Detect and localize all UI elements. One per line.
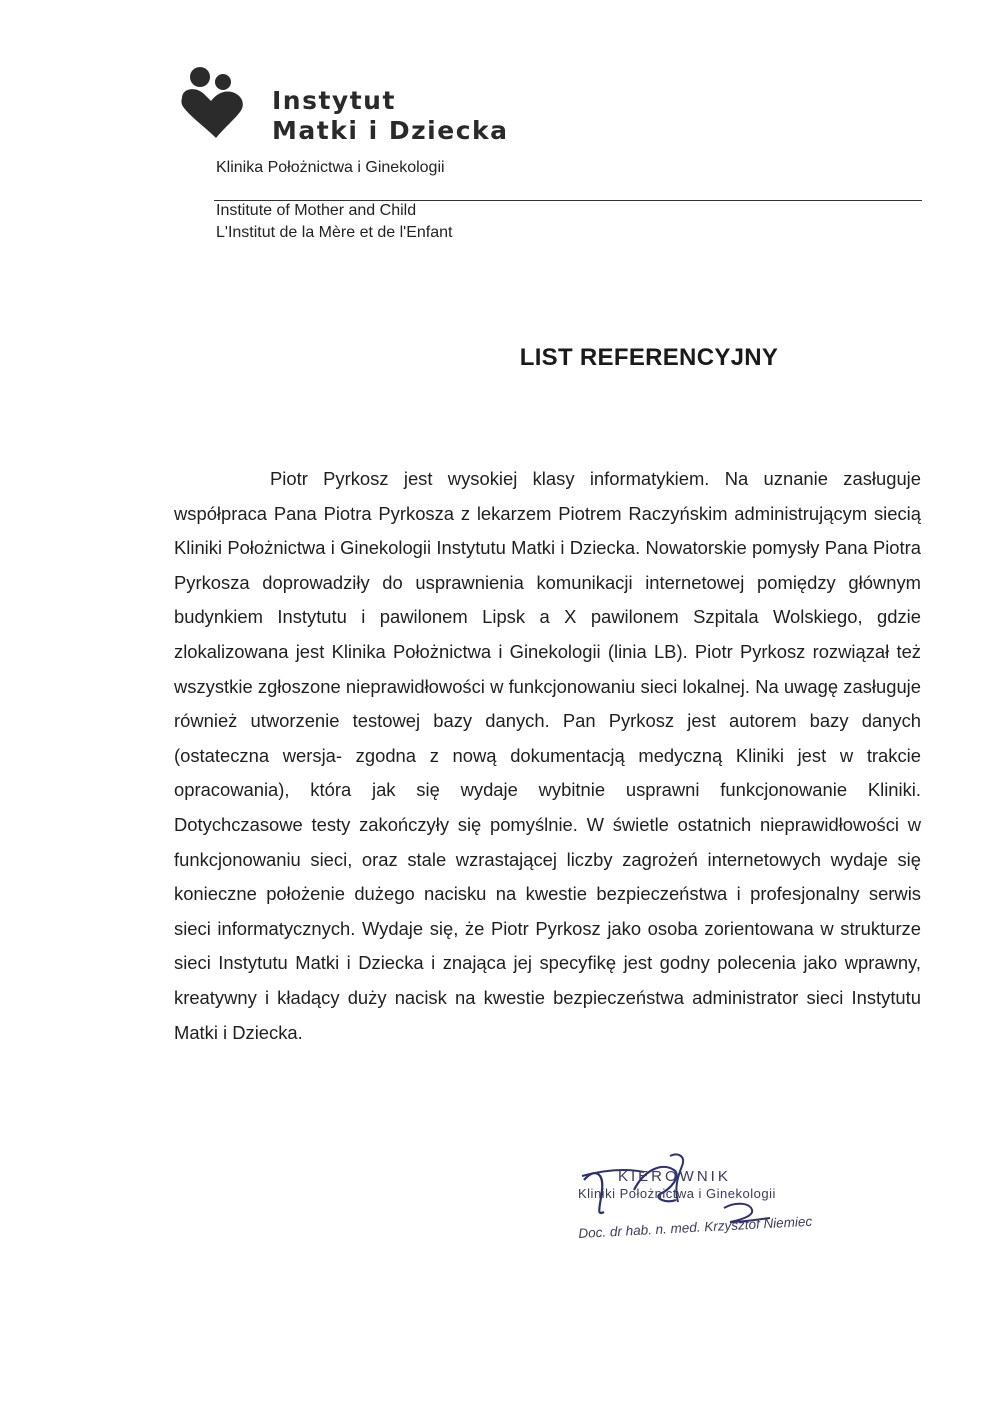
document-title: LIST REFERENCYJNY (519, 344, 779, 371)
heart-family-logo-icon (178, 66, 248, 140)
letter-body: Piotr Pyrkosz jest wysokiej klasy informatykiem. Na uznanie zasługuje współpraca Pana Piotra Pyrkosza z lekarzem Piotrem Raczyńskim administrującym siecią Kliniki Położnictwa i Ginekologii Instytutu Matki i Dziecka. Nowatorskie pomysły Pana Piotra Pyrkosza doprowadziły do usprawnienia komunikacji internetowej pomiędzy głównym budynkiem Instytutu i pawilonem Lipsk a X pawilonem Szpitala Wolskiego, gdzie zlokalizowana jest Klinika Położnictwa i Ginekologii (linia LB). Piotr Pyrkosz rozwiązał też wszystkie zgłoszone nieprawidłowości w funkcjonowaniu sieci lokalnej. Na uwagę zasługuje również utworzenie testowej bazy danych. Pan Pyrkosz jest autorem bazy danych (ostateczna wersja- zgodna z nową dokumentacją medyczną Kliniki jest w trakcie opracowania), która jak się wydaje wybitnie usprawni funkcjonowanie Kliniki. Dotychczasowe testy zakończyły się pomyślnie. W świetle ostatnich nieprawidłowości w funkcjonowaniu sieci, oraz stale wzrastającej liczby zagrożeń internetowych wydaje się konieczne położenie dużego nacisku na kwestie bezpieczeństwa i profesjonalny serwis sieci informatycznych. Wydaje się, że Piotr Pyrkosz jako osoba zorientowana w strukturze sieci Instytutu Matki i Dziecka i znająca jej specyfikę jest godny polecenia jako wprawny, kreatywny i kładący duży nacisk na kwestie bezpieczeństwa administrator sieci Instytutu Matki i Dziecka. (174, 468, 921, 1043)
header-divider (214, 200, 922, 201)
clinic-name: Klinika Położnictwa i Ginekologii (216, 159, 445, 176)
stamp-role: KIEROWNIK (618, 1168, 731, 1185)
institute-name-line1: Instytut (272, 86, 396, 115)
signatory-name: Doc. dr hab. n. med. Krzysztof Niemiec (578, 1213, 813, 1241)
institute-name (272, 86, 509, 146)
institute-name-french: L'Institut de la Mère et de l'Enfant (216, 224, 453, 241)
institute-name-english: Institute of Mother and Child (216, 202, 417, 219)
institute-name-line2: Matki i Dziecka (272, 116, 509, 145)
stamp-unit: Kliniki Położnictwa i Ginekologii (578, 1186, 776, 1201)
